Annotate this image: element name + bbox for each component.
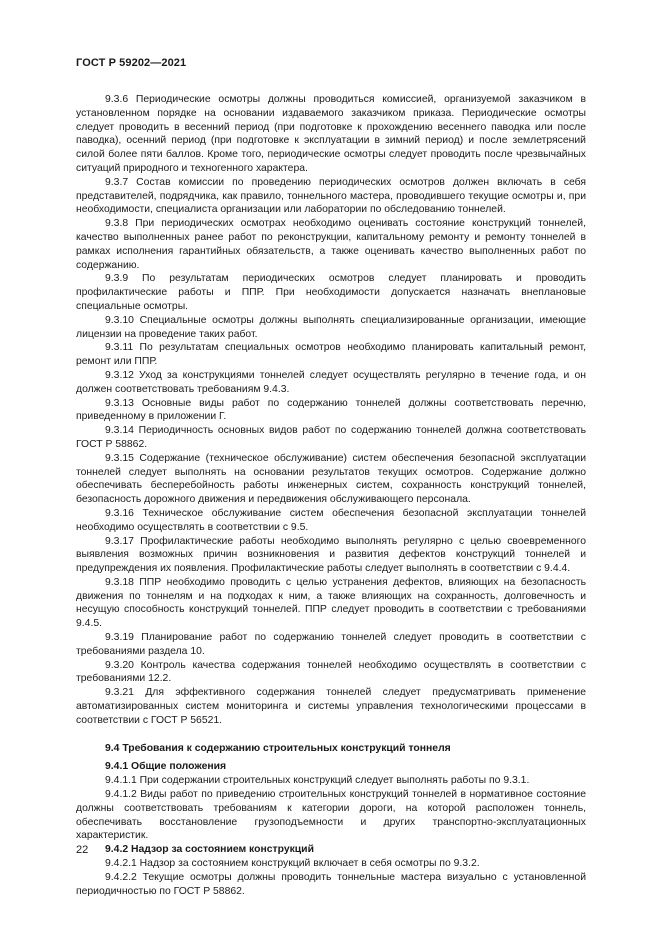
paragraph-9-4-1-1: 9.4.1.1 При содержании строительных конструкций следует выполнять работы по 9.3.1.: [105, 775, 530, 787]
section-heading-9-4: 9.4 Требования к содержанию строительных конструкций тоннеля: [105, 742, 451, 754]
paragraph-9-3-13: 9.3.13 Основные виды работ по содержанию тоннелей должны соответствовать перечню, приведенному в приложении Г.: [76, 397, 586, 423]
paragraph-9-3-21: 9.3.21 Для эффективного содержания тоннелей следует предусматривать применение автоматизированных систем мониторинга и системы управления технологическими процессами в соответствии с ГОСТ Р 56521.: [76, 687, 586, 726]
paragraph-9-3-19: 9.3.19 Планирование работ по содержанию тоннелей следует проводить в соответствии с требованиями раздела 10.: [76, 632, 586, 657]
paragraph-9-3-14: 9.3.14 Периодичность основных видов работ по содержанию тоннелей должна соответствовать ГОСТ Р 58862.: [76, 425, 586, 450]
paragraph-9-3-17: 9.3.17 Профилактические работы необходимо выполнять регулярно с целью своевременного выявления возможных причин возникновения и развития дефектов конструкций тоннелей и предупреждения их появления. Профилактические работы следует выполнять в соответствии с 9.4.4.: [76, 535, 586, 575]
paragraph-9-3-8: 9.3.8 При периодических осмотрах необходимо оценивать состояние конструкций тоннелей, качество выполненных ранее работ по реконструкции, капитальному ремонту и ремонту тоннелей в рамках исполнения гарантийных обязательств, а также оценивать качество выполненных работ по содержанию.: [76, 218, 586, 271]
paragraph-9-4-2-2: 9.4.2.2 Текущие осмотры должны проводить тоннельные мастера визуально с установленной периодичностью по ГОСТ Р 58862.: [76, 871, 586, 897]
paragraph-9-4-1-2: 9.4.1.2 Виды работ по приведению строительных конструкций тоннелей в нормативное состояние должны соответствовать требованиям к категории дороги, на которой расположен тоннель, обеспечивать восстановление грузоподъемности и других транспортно-эксплуатационных характеристик.: [76, 789, 586, 842]
paragraph-9-4-2-1: 9.4.2.1 Надзор за состоянием конструкций включает в себя осмотры по 9.3.2.: [105, 858, 480, 870]
page-number: 22: [76, 844, 89, 856]
subsection-heading-9-4-2: 9.4.2 Надзор за состоянием конструкций: [105, 844, 314, 856]
paragraph-9-3-18: 9.3.18 ППР необходимо проводить с целью устранения дефектов, влияющих на безопасность движения по тоннелям и на подходах к ним, а также влияющих на сохранность, долговечность и несущую способность конструкций тоннелей. ППР следует проводить в соответствии с требованиями 9.4.5.: [76, 576, 586, 630]
paragraph-9-3-11: 9.3.11 По результатам специальных осмотров необходимо планировать капитальный ремонт, ремонт или ППР.: [76, 342, 586, 368]
document-code-header: ГОСТ Р 59202—2021: [76, 57, 187, 69]
paragraph-9-3-15: 9.3.15 Содержание (техническое обслуживание) систем обеспечения безопасной эксплуатации тоннелей следует выполнять на основании результатов текущих осмотров. Содержание должно обеспечивать бесперебойность работы инженерных систем, сохранность конструкций тоннелей, безопасность дорожного движения и передвижения обслуживающего персонала.: [76, 452, 586, 506]
document-body: [76, 93, 586, 898]
paragraph-9-3-12: 9.3.12 Уход за конструкциями тоннелей следует осуществлять регулярно в течение года, и он должен соответствовать требованиям 9.4.3.: [76, 369, 586, 395]
paragraph-9-3-10: 9.3.10 Специальные осмотры должны выполнять специализированные организации, имеющие лицензии на проведение таких работ.: [76, 314, 586, 340]
paragraph-9-3-7: 9.3.7 Состав комиссии по проведению периодических осмотров должен включать в себя представителей, подрядчика, как правило, тоннельного мастера, проводившего текущие осмотры и, при необходимости, специалиста организации или лаборатории по обследованию тоннелей.: [76, 176, 586, 216]
paragraph-9-3-9: 9.3.9 По результатам периодических осмотров следует планировать и проводить профилактические работы и ППР. При необходимости допускается назначать внеплановые специальные осмотры.: [76, 273, 586, 312]
paragraph-9-3-6: 9.3.6 Периодические осмотры должны проводиться комиссией, организуемой заказчиком в установленном порядке на основании издаваемого заказчиком приказа. Периодические осмотры следует проводить в весенний период (при подготовке к прохождению весеннего паводка или после паводка), осенний период (при подготовке к эксплуатации в зимний период) и после землетрясений силой более пяти баллов. Кроме того, периодические осмотры следует проводить после чрезвычайных ситуаций природного и техногенного характера.: [76, 94, 586, 174]
paragraph-9-3-16: 9.3.16 Техническое обслуживание систем обеспечения безопасной эксплуатации тоннелей необходимо осуществлять в соответствии с 9.5.: [76, 507, 586, 533]
paragraph-9-3-20: 9.3.20 Контроль качества содержания тоннелей необходимо осуществлять в соответствии с требованиями 12.2.: [76, 659, 586, 685]
subsection-heading-9-4-1: 9.4.1 Общие положения: [105, 761, 227, 773]
